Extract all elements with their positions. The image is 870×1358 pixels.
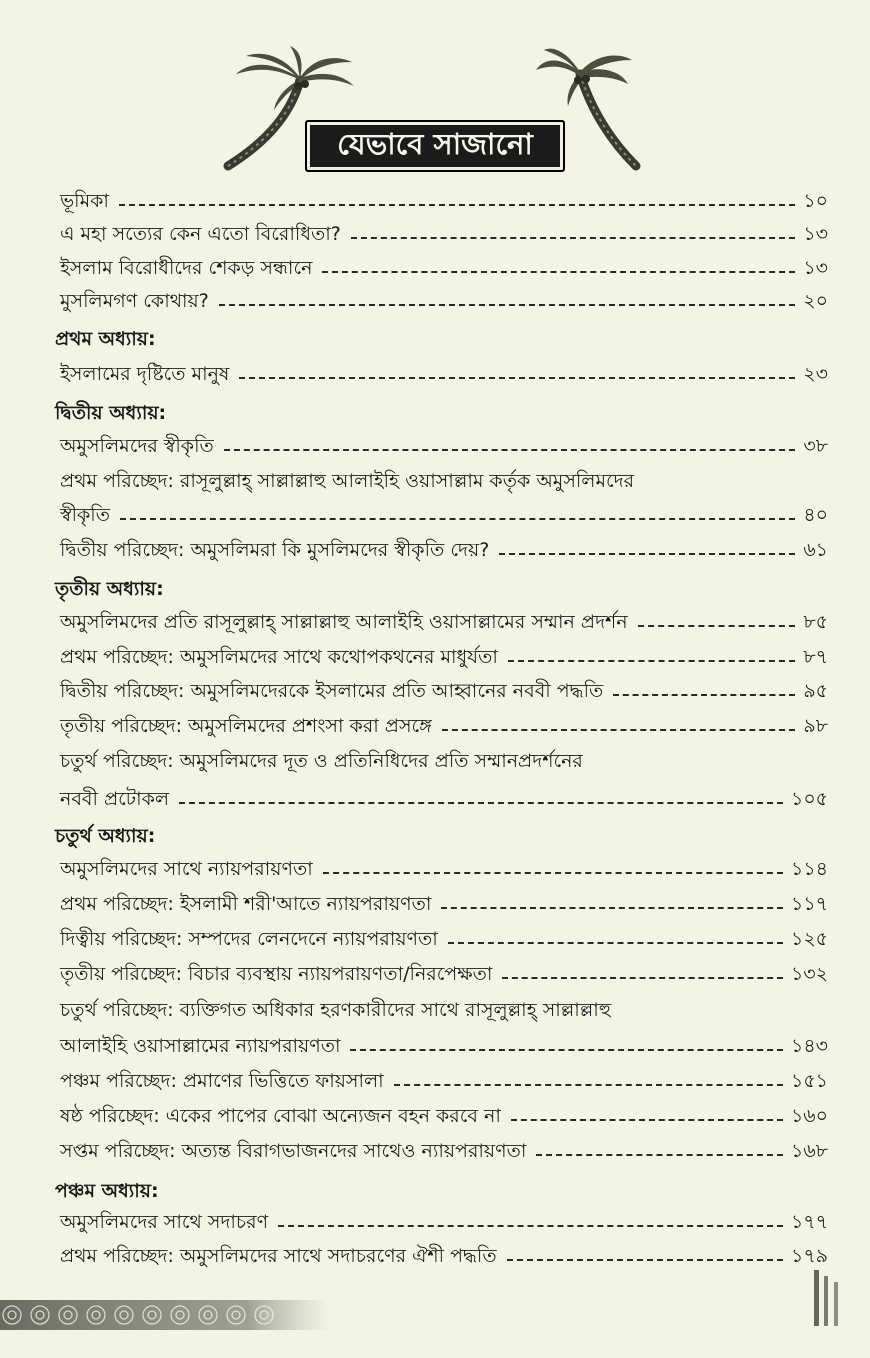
chapter-heading: চতুর্থ অধ্যায়: bbox=[55, 825, 156, 847]
toc-entry[interactable] bbox=[60, 854, 828, 888]
toc-entry-page: ১৩ bbox=[803, 257, 828, 279]
toc-entry-page: ৪০ bbox=[803, 504, 828, 526]
toc-entry-title: নববী প্রটোকল bbox=[60, 788, 170, 810]
dot-leader bbox=[441, 907, 783, 909]
toc-entry-page: ১৫১ bbox=[791, 1070, 828, 1092]
toc-entry-page: ১২৫ bbox=[790, 928, 828, 950]
toc-entry-title: দিত্বীয় পরিচ্ছেদ: সম্পদের লেনদেনে ন্যায়পরায়ণতা bbox=[60, 928, 438, 950]
toc-entry-title: দ্বিতীয় পরিচ্ছেদ: অমুসলিমরা কি মুসলিমদের স্বীকৃতি দেয়? bbox=[60, 539, 490, 561]
toc-entry-title: অমুসলিমদের স্বীকৃতি bbox=[60, 435, 214, 457]
dot-leader bbox=[448, 942, 783, 944]
toc-entry-page: ২৩ bbox=[803, 363, 828, 385]
toc-entry-page: ৯৮ bbox=[803, 715, 828, 737]
toc-entry-page: ১৩২ bbox=[790, 963, 828, 985]
toc-entry-page: ৬১ bbox=[803, 539, 828, 561]
chapter-heading: দ্বিতীয় অধ্যায়: bbox=[55, 402, 167, 424]
dot-leader bbox=[442, 729, 796, 731]
toc-entry-title: তৃতীয় পরিচ্ছেদ: বিচার ব্যবস্থায় ন্যায়পরায়ণতা/নিরপেক্ষতা bbox=[60, 963, 493, 985]
dot-leader bbox=[499, 553, 795, 555]
toc-entry-title: তৃতীয় পরিচ্ছেদ: অমুসলিমদের প্রশংসা করা প্রসঙ্গে bbox=[60, 715, 432, 737]
dot-leader bbox=[394, 1084, 783, 1086]
toc-entry[interactable] bbox=[60, 359, 828, 393]
toc-entry[interactable] bbox=[60, 1031, 828, 1065]
toc-entry-page: ৯৫ bbox=[803, 680, 828, 702]
dot-leader bbox=[536, 1154, 783, 1156]
dot-leader bbox=[119, 204, 795, 206]
dot-leader bbox=[224, 449, 796, 451]
toc-entry[interactable] bbox=[60, 286, 828, 320]
dot-leader bbox=[278, 1225, 783, 1227]
toc-entry[interactable] bbox=[60, 784, 828, 818]
toc-entry-page: ২০ bbox=[803, 290, 828, 312]
dot-leader bbox=[239, 377, 795, 379]
dot-leader bbox=[350, 1049, 783, 1051]
toc-entry-first-line[interactable]: চতুর্থ পরিচ্ছেদ: অমুসলিমদের দূত ও প্রতিনিধিদের প্রতি সম্মানপ্রদর্শনের bbox=[60, 750, 583, 772]
scan-artifact-marks bbox=[808, 1262, 848, 1332]
page-title: যেভাবে সাজানো bbox=[305, 120, 565, 172]
dot-leader bbox=[507, 1259, 783, 1261]
dot-leader bbox=[351, 237, 795, 239]
toc-entry-title: সপ্তম পরিচ্ছেদ: অত্যন্ত বিরাগভাজনদের সাথেও ন্যায়পরায়ণতা bbox=[60, 1140, 527, 1162]
toc-entry-title: পঞ্চম পরিচ্ছেদ: প্রমাণের ভিত্তিতে ফায়সালা bbox=[60, 1070, 384, 1092]
toc-entry-first-line[interactable]: চতুর্থ পরিচ্ছেদ: ব্যক্তিগত অধিকার হরণকারীদের সাথে রাসূলুল্লাহ্ সাল্লাল্লাহু bbox=[60, 999, 611, 1021]
toc-entry-title: ইসলাম বিরোধীদের শেকড় সন্ধানে bbox=[60, 257, 313, 279]
toc-entry-title: স্বীকৃতি bbox=[60, 504, 110, 526]
dot-leader bbox=[120, 518, 795, 520]
dot-leader bbox=[179, 802, 783, 804]
toc-entry-title: মুসলিমগণ কোথায়? bbox=[60, 290, 209, 312]
toc-entry-title: প্রথম পরিচ্ছেদ: ইসলামী শরী'আতে ন্যায়পরায়ণতা bbox=[60, 893, 432, 915]
toc-entry[interactable] bbox=[60, 500, 828, 534]
toc-entry-title: ভূমিকা bbox=[60, 190, 109, 212]
toc-entry-title: আলাইহি ওয়াসাল্লামের ন্যায়পরায়ণতা bbox=[60, 1035, 341, 1057]
chapter-heading: প্রথম অধ্যায়: bbox=[55, 328, 156, 350]
toc-entry-title: অমুসলিমদের সাথে ন্যায়পরায়ণতা bbox=[60, 858, 313, 880]
dot-leader bbox=[219, 304, 795, 306]
toc-entry-page: ৩৮ bbox=[803, 435, 828, 457]
toc-entry-page: ১৬০ bbox=[790, 1105, 828, 1127]
toc-entry-page: ১৪৩ bbox=[790, 1035, 828, 1057]
toc-entry[interactable] bbox=[60, 219, 828, 253]
dot-leader bbox=[638, 625, 796, 627]
toc-entry[interactable] bbox=[60, 1207, 828, 1241]
toc-entry-page: ১৭৭ bbox=[790, 1211, 828, 1233]
toc-entry-title: ইসলামের দৃষ্টিতে মানুষ bbox=[60, 363, 230, 385]
toc-entry[interactable] bbox=[60, 642, 828, 676]
toc-entry[interactable] bbox=[60, 535, 828, 569]
toc-entry-title: প্রথম পরিচ্ছেদ: অমুসলিমদের সাথে সদাচরণের ঐশী পদ্ধতি bbox=[60, 1245, 497, 1267]
dot-leader bbox=[511, 1119, 783, 1121]
toc-entry-page: ১৩ bbox=[803, 223, 828, 245]
toc-entry[interactable] bbox=[60, 1241, 828, 1275]
chapter-heading: তৃতীয় অধ্যায়: bbox=[55, 578, 164, 600]
toc-entry-page: ১১৭ bbox=[790, 893, 828, 915]
ornamental-border-strip bbox=[0, 1300, 330, 1330]
toc-entry[interactable] bbox=[60, 711, 828, 745]
toc-entry-page: ১৬৮ bbox=[790, 1140, 828, 1162]
toc-entry-page: ১১৪ bbox=[791, 858, 828, 880]
toc-entry-page: ৮৫ bbox=[803, 611, 828, 633]
toc-entry[interactable] bbox=[60, 186, 828, 220]
toc-entry[interactable] bbox=[60, 1066, 828, 1100]
toc-entry[interactable] bbox=[60, 253, 828, 287]
toc-entry-page: ৮৭ bbox=[803, 646, 828, 668]
dot-leader bbox=[322, 271, 795, 273]
toc-entry-title: ষষ্ঠ পরিচ্ছেদ: একের পাপের বোঝা অন্যেজন বহন করবে না bbox=[60, 1105, 501, 1127]
toc-entry-page: ১০৫ bbox=[790, 788, 828, 810]
dot-leader bbox=[508, 660, 795, 662]
toc-entry-title: অমুসলিমদের প্রতি রাসূলুল্লাহ্ সাল্লাল্লাহু আলাইহি ওয়াসাল্লামের সম্মান প্রদর্শন bbox=[60, 611, 628, 633]
toc-entry[interactable] bbox=[60, 889, 828, 923]
toc-entry[interactable] bbox=[60, 1101, 828, 1135]
toc-entry[interactable] bbox=[60, 924, 828, 958]
toc-entry[interactable] bbox=[60, 676, 828, 710]
toc-entry-first-line[interactable]: প্রথম পরিচ্ছেদ: রাসূলুল্লাহ্ সাল্লাল্লাহু আলাইহি ওয়াসাল্লাম কর্তৃক অমুসলিমদের bbox=[60, 470, 635, 492]
dot-leader bbox=[323, 872, 783, 874]
toc-entry[interactable] bbox=[60, 431, 828, 465]
toc-entry-page: ১৭৯ bbox=[790, 1245, 828, 1267]
toc-entry-title: এ মহা সত্যের কেন এতো বিরোধিতা? bbox=[60, 223, 341, 245]
toc-entry-title: প্রথম পরিচ্ছেদ: অমুসলিমদের সাথে কথোপকথনের মাধুর্যতা bbox=[60, 646, 498, 668]
toc-entry-page: ১০ bbox=[803, 190, 828, 212]
toc-entry[interactable] bbox=[60, 1136, 828, 1170]
toc-entry[interactable] bbox=[60, 959, 828, 993]
toc-entry-title: অমুসলিমদের সাথে সদাচরণ bbox=[60, 1211, 269, 1233]
toc-entry-title: দ্বিতীয় পরিচ্ছেদ: অমুসলিমদেরকে ইসলামের প্রতি আহ্বানের নববী পদ্ধতি bbox=[60, 680, 604, 702]
dot-leader bbox=[613, 694, 795, 696]
toc-entry[interactable] bbox=[60, 607, 828, 641]
dot-leader bbox=[502, 977, 783, 979]
header bbox=[0, 0, 870, 185]
chapter-heading: পঞ্চম অধ্যায়: bbox=[55, 1180, 159, 1202]
